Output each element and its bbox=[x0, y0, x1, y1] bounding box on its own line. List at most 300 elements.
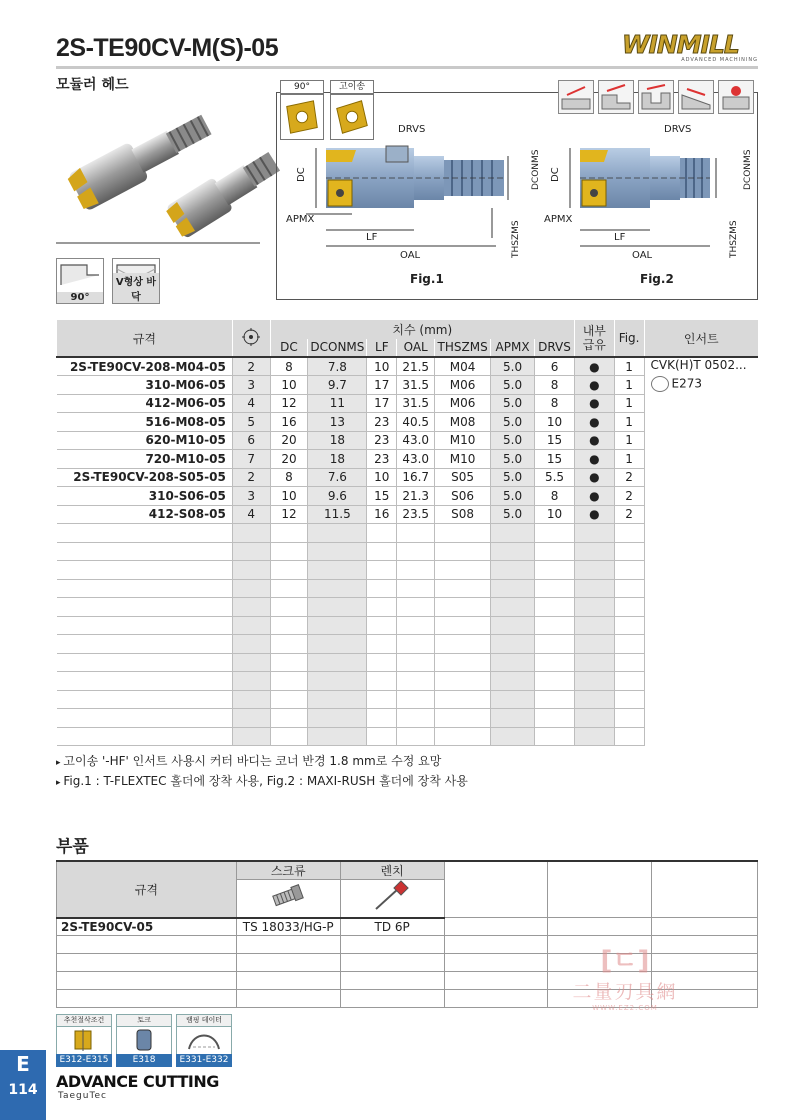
product-photo bbox=[60, 104, 258, 232]
spec-empty-cell bbox=[397, 542, 435, 561]
spec-empty-cell bbox=[232, 727, 270, 746]
insert-ref-page: E273 bbox=[671, 376, 703, 391]
spec-empty-cell bbox=[367, 598, 397, 617]
header-insert: 인서트 bbox=[644, 320, 758, 357]
watermark-logo-icon: [ㄷ] bbox=[600, 946, 650, 976]
apmx-cell: 5.0 bbox=[491, 468, 535, 487]
spec-empty-cell bbox=[574, 727, 614, 746]
model-code: 412-S08-05 bbox=[148, 507, 226, 522]
teeth-count-cell: 2 bbox=[232, 357, 270, 376]
fig1-label-oal: OAL bbox=[400, 250, 421, 261]
coolant-cell: ● bbox=[574, 431, 614, 450]
parts-cell bbox=[340, 954, 444, 972]
parts-cell bbox=[444, 918, 548, 936]
apmx-cell: 5.0 bbox=[491, 487, 535, 506]
spec-empty-cell bbox=[270, 653, 308, 672]
helical-icon bbox=[718, 80, 754, 114]
ramping-icon bbox=[678, 80, 714, 114]
spec-empty-cell bbox=[397, 672, 435, 691]
spec-empty-cell bbox=[535, 598, 575, 617]
spec-empty-cell bbox=[491, 727, 535, 746]
spec-empty-cell bbox=[308, 727, 367, 746]
parts-cell bbox=[444, 954, 548, 972]
spec-empty-cell bbox=[270, 635, 308, 654]
spec-empty-cell bbox=[614, 653, 644, 672]
section-letter: E bbox=[16, 1052, 30, 1076]
feature-90deg-label: 90° bbox=[57, 292, 103, 303]
spec-empty-cell bbox=[491, 653, 535, 672]
spec-empty-cell bbox=[232, 524, 270, 543]
oal-cell: 23.5 bbox=[397, 505, 435, 524]
teeth-count-cell: 6 bbox=[232, 431, 270, 450]
teeth-count-cell: 3 bbox=[232, 376, 270, 395]
watermark bbox=[560, 940, 690, 1020]
spec-empty-cell bbox=[57, 635, 233, 654]
spec-empty-cell bbox=[614, 542, 644, 561]
spec-empty-cell bbox=[491, 709, 535, 728]
coolant-cell: ● bbox=[574, 376, 614, 395]
fig-cell: 1 bbox=[614, 357, 644, 376]
spec-empty-cell bbox=[397, 598, 435, 617]
spec-empty-cell bbox=[535, 579, 575, 598]
spec-empty-cell bbox=[308, 524, 367, 543]
fig1-label-dconms: DCONMS bbox=[531, 149, 541, 190]
fig1-label-drvs: DRVS bbox=[398, 124, 426, 135]
spec-empty-cell bbox=[57, 709, 233, 728]
spec-empty-cell bbox=[614, 524, 644, 543]
spec-empty-cell bbox=[397, 616, 435, 635]
spec-empty-cell bbox=[57, 561, 233, 580]
spec-empty-cell bbox=[614, 579, 644, 598]
lf-cell: 23 bbox=[367, 413, 397, 432]
fig2-caption: Fig.2 bbox=[640, 272, 674, 286]
parts-cell bbox=[444, 990, 548, 1008]
spec-empty-cell bbox=[491, 598, 535, 617]
parts-cell bbox=[444, 936, 548, 954]
coolant-cell: ● bbox=[574, 357, 614, 376]
header-apmx: APMX bbox=[491, 339, 535, 358]
spec-empty-cell bbox=[491, 672, 535, 691]
model-code: 412-M06-05 bbox=[145, 396, 226, 411]
thszms-cell: M10 bbox=[435, 431, 491, 450]
teeth-count-cell: 2 bbox=[232, 468, 270, 487]
spec-empty-cell bbox=[574, 690, 614, 709]
wrench-icon bbox=[370, 881, 414, 913]
logo-subtext: ADVANCED MACHINING bbox=[681, 57, 758, 63]
parts-cell bbox=[652, 918, 758, 936]
spec-empty-cell bbox=[57, 524, 233, 543]
parts-cell bbox=[57, 936, 237, 954]
spec-model-cell bbox=[57, 468, 233, 487]
dc-cell: 8 bbox=[270, 357, 308, 376]
spec-empty-cell bbox=[57, 542, 233, 561]
drvs-cell: 8 bbox=[535, 394, 575, 413]
dc-cell: 16 bbox=[270, 413, 308, 432]
feature-v-bottom-label: V형상 바닥 bbox=[113, 273, 159, 303]
parts-header-empty-2 bbox=[548, 861, 652, 918]
brand-sub: TaeguTec bbox=[58, 1091, 107, 1101]
spec-empty-cell bbox=[435, 635, 491, 654]
spec-empty-cell bbox=[232, 709, 270, 728]
brand-logo: ADVANCE CUTTING bbox=[56, 1072, 219, 1091]
spec-empty-cell bbox=[574, 561, 614, 580]
apmx-cell: 5.0 bbox=[491, 376, 535, 395]
spec-empty-cell bbox=[574, 542, 614, 561]
spec-empty-cell bbox=[232, 635, 270, 654]
ref-cutting-conditions-page: E312-E315 bbox=[56, 1054, 112, 1067]
parts-title: 부품 bbox=[56, 837, 89, 857]
spec-empty-cell bbox=[232, 616, 270, 635]
ref-ramping-data-label: 램핑 데이터 bbox=[176, 1014, 232, 1026]
header-fig: Fig. bbox=[614, 320, 644, 357]
oal-cell: 31.5 bbox=[397, 394, 435, 413]
drvs-cell: 10 bbox=[535, 505, 575, 524]
subtitle: 모듈러 헤드 bbox=[56, 77, 129, 93]
spec-empty-cell bbox=[232, 598, 270, 617]
spec-empty-cell bbox=[397, 653, 435, 672]
fig-cell: 1 bbox=[614, 376, 644, 395]
face-milling-icon bbox=[558, 80, 594, 114]
model-code: 310-M06-05 bbox=[145, 377, 226, 392]
shoulder-milling-icon bbox=[598, 80, 634, 114]
spec-empty-cell bbox=[435, 653, 491, 672]
insert-tab-90: 90° bbox=[280, 80, 324, 94]
spec-empty-cell bbox=[614, 635, 644, 654]
parts-header-model: 규격 bbox=[57, 861, 237, 918]
fig1-label-apmx: APMX bbox=[286, 214, 315, 225]
spec-empty-cell bbox=[232, 653, 270, 672]
oal-cell: 43.0 bbox=[397, 450, 435, 469]
spec-empty-cell bbox=[397, 635, 435, 654]
model-code: 208-S05-05 bbox=[148, 470, 226, 485]
spec-empty-cell bbox=[308, 542, 367, 561]
header-model: 규격 bbox=[57, 320, 233, 357]
spec-empty-cell bbox=[308, 579, 367, 598]
feature-v-bottom bbox=[112, 258, 160, 304]
parts-header-screw: 스크류 bbox=[236, 861, 340, 880]
fig2-drawing bbox=[540, 118, 754, 268]
parts-header-wrench: 렌치 bbox=[340, 861, 444, 880]
ramping-data-icon bbox=[176, 1026, 232, 1054]
fig-cell: 1 bbox=[614, 394, 644, 413]
spec-empty-cell bbox=[435, 690, 491, 709]
header-dconms: DCONMS bbox=[308, 339, 367, 358]
ref-cutting-conditions-label: 추천절삭조건 bbox=[56, 1014, 112, 1026]
header-oal: OAL bbox=[397, 339, 435, 358]
parts-row bbox=[57, 918, 758, 936]
spec-empty-cell bbox=[367, 653, 397, 672]
fig1-caption: Fig.1 bbox=[410, 272, 444, 286]
apmx-cell: 5.0 bbox=[491, 357, 535, 376]
parts-cell bbox=[236, 936, 340, 954]
ref-ramping-data-page: E331-E332 bbox=[176, 1054, 232, 1067]
spec-empty-cell bbox=[270, 672, 308, 691]
insert-tab-high-feed: 고이송 bbox=[330, 80, 374, 94]
spec-empty-cell bbox=[435, 616, 491, 635]
spec-empty-cell bbox=[57, 727, 233, 746]
fig-cell: 1 bbox=[614, 413, 644, 432]
feature-90deg bbox=[56, 258, 104, 304]
spec-empty-cell bbox=[270, 579, 308, 598]
spec-empty-cell bbox=[57, 690, 233, 709]
spec-empty-cell bbox=[435, 727, 491, 746]
spec-empty-cell bbox=[614, 598, 644, 617]
spec-model-cell bbox=[57, 450, 233, 469]
thszms-cell: M10 bbox=[435, 450, 491, 469]
torque-icon bbox=[116, 1026, 172, 1054]
winmill-logo bbox=[622, 30, 762, 64]
dconms-cell: 9.7 bbox=[308, 376, 367, 395]
dc-cell: 12 bbox=[270, 394, 308, 413]
page-number: 114 bbox=[8, 1082, 38, 1098]
apmx-cell: 5.0 bbox=[491, 431, 535, 450]
thszms-cell: M06 bbox=[435, 376, 491, 395]
spec-empty-cell bbox=[574, 709, 614, 728]
teeth-count-cell: 4 bbox=[232, 505, 270, 524]
parts-model-cell: 2S-TE90CV-05 bbox=[57, 918, 237, 936]
parts-cell bbox=[340, 972, 444, 990]
spec-empty-cell bbox=[57, 653, 233, 672]
model-code: 620-M10-05 bbox=[145, 433, 226, 448]
fig-cell: 2 bbox=[614, 505, 644, 524]
drvs-cell: 5.5 bbox=[535, 468, 575, 487]
spec-empty-cell bbox=[367, 635, 397, 654]
spec-empty-cell bbox=[535, 672, 575, 691]
spec-empty-cell bbox=[574, 672, 614, 691]
spec-empty-cell bbox=[535, 542, 575, 561]
model-code: 208-M04-05 bbox=[145, 359, 226, 374]
lf-cell: 17 bbox=[367, 394, 397, 413]
fig1-label-thszms: THSZMS bbox=[511, 220, 521, 258]
dc-cell: 20 bbox=[270, 431, 308, 450]
ref-torque-page: E318 bbox=[116, 1054, 172, 1067]
spec-empty-cell bbox=[270, 561, 308, 580]
fig2-label-drvs: DRVS bbox=[664, 124, 692, 135]
watermark-url: WWW.EZ2.COM bbox=[592, 1004, 658, 1012]
spec-model-cell bbox=[57, 376, 233, 395]
lf-cell: 17 bbox=[367, 376, 397, 395]
spec-empty-cell bbox=[535, 690, 575, 709]
spec-empty-cell bbox=[574, 579, 614, 598]
spec-empty-cell bbox=[270, 709, 308, 728]
fig-cell: 1 bbox=[614, 450, 644, 469]
coolant-cell: ● bbox=[574, 468, 614, 487]
ref-torque[interactable] bbox=[116, 1014, 172, 1067]
spec-empty-cell bbox=[435, 672, 491, 691]
header-thszms: THSZMS bbox=[435, 339, 491, 358]
screw-icon bbox=[268, 883, 308, 911]
page-title: 2S-TE90CV-M(S)-05 bbox=[56, 34, 279, 62]
spec-empty-cell bbox=[270, 598, 308, 617]
drvs-cell: 10 bbox=[535, 413, 575, 432]
teeth-count-cell: 5 bbox=[232, 413, 270, 432]
lf-cell: 23 bbox=[367, 450, 397, 469]
header-dimensions: 치수 (mm) bbox=[270, 320, 574, 339]
spec-empty-cell bbox=[367, 616, 397, 635]
parts-cell bbox=[57, 990, 237, 1008]
spec-empty-cell bbox=[308, 635, 367, 654]
spec-empty-cell bbox=[270, 727, 308, 746]
drvs-cell: 15 bbox=[535, 431, 575, 450]
oal-cell: 31.5 bbox=[397, 376, 435, 395]
model-code: 310-S06-05 bbox=[148, 488, 226, 503]
spec-model-cell bbox=[57, 413, 233, 432]
spec-empty-cell bbox=[367, 709, 397, 728]
spec-empty-cell bbox=[232, 561, 270, 580]
photo-rule bbox=[56, 242, 260, 244]
insert-ref-link[interactable] bbox=[651, 376, 756, 392]
insert-cell bbox=[644, 357, 758, 746]
spec-empty-cell bbox=[397, 727, 435, 746]
model-code: 720-M10-05 bbox=[145, 451, 226, 466]
spec-empty-cell bbox=[574, 524, 614, 543]
spec-empty-cell bbox=[574, 598, 614, 617]
spec-empty-cell bbox=[574, 653, 614, 672]
parts-cell bbox=[236, 990, 340, 1008]
dconms-cell: 9.6 bbox=[308, 487, 367, 506]
magnifier-icon bbox=[651, 376, 669, 392]
spec-empty-cell bbox=[435, 579, 491, 598]
lf-cell: 10 bbox=[367, 357, 397, 376]
spec-empty-cell bbox=[397, 709, 435, 728]
spec-empty-cell bbox=[614, 561, 644, 580]
spec-empty-cell bbox=[270, 542, 308, 561]
spec-model-cell bbox=[57, 394, 233, 413]
spec-empty-cell bbox=[367, 727, 397, 746]
spec-model-cell bbox=[57, 505, 233, 524]
spec-empty-cell bbox=[614, 616, 644, 635]
dconms-cell: 11.5 bbox=[308, 505, 367, 524]
fig2-label-thszms: THSZMS bbox=[729, 220, 739, 258]
spec-empty-cell bbox=[367, 690, 397, 709]
header-coolant: 내부 급유 bbox=[574, 320, 614, 357]
thszms-cell: S05 bbox=[435, 468, 491, 487]
spec-empty-cell bbox=[308, 561, 367, 580]
spec-empty-cell bbox=[435, 598, 491, 617]
oal-cell: 16.7 bbox=[397, 468, 435, 487]
dconms-cell: 18 bbox=[308, 450, 367, 469]
spec-empty-cell bbox=[435, 561, 491, 580]
lf-cell: 16 bbox=[367, 505, 397, 524]
oal-cell: 40.5 bbox=[397, 413, 435, 432]
spec-empty-cell bbox=[491, 690, 535, 709]
spec-empty-cell bbox=[491, 635, 535, 654]
spec-empty-cell bbox=[491, 542, 535, 561]
dc-cell: 8 bbox=[270, 468, 308, 487]
teeth-count-cell: 3 bbox=[232, 487, 270, 506]
logo-text: WINMILL bbox=[622, 30, 739, 59]
spec-empty-cell bbox=[270, 524, 308, 543]
apmx-cell: 5.0 bbox=[491, 394, 535, 413]
fig2-label-dc: DC bbox=[550, 167, 561, 182]
header-teeth-icon-cell bbox=[232, 320, 270, 357]
spec-empty-cell bbox=[435, 709, 491, 728]
parts-cell bbox=[444, 972, 548, 990]
coolant-cell: ● bbox=[574, 450, 614, 469]
spec-empty-cell bbox=[491, 616, 535, 635]
dconms-cell: 11 bbox=[308, 394, 367, 413]
spec-empty-cell bbox=[308, 616, 367, 635]
parts-screw-cell: TS 18033/HG-P bbox=[236, 918, 340, 936]
parts-header-empty-1 bbox=[444, 861, 548, 918]
parts-cell bbox=[57, 954, 237, 972]
header-drvs: DRVS bbox=[535, 339, 575, 358]
spec-empty-cell bbox=[491, 579, 535, 598]
coolant-cell: ● bbox=[574, 505, 614, 524]
spec-empty-cell bbox=[491, 524, 535, 543]
fig-cell: 2 bbox=[614, 487, 644, 506]
section-tab bbox=[0, 1050, 46, 1120]
spec-empty-cell bbox=[308, 598, 367, 617]
dconms-cell: 18 bbox=[308, 431, 367, 450]
ref-torque-label: 토크 bbox=[116, 1014, 172, 1026]
thszms-cell: S06 bbox=[435, 487, 491, 506]
spec-empty-cell bbox=[270, 690, 308, 709]
lf-cell: 15 bbox=[367, 487, 397, 506]
ref-cutting-conditions[interactable] bbox=[56, 1014, 112, 1067]
apmx-cell: 5.0 bbox=[491, 450, 535, 469]
fig1-label-lf: LF bbox=[366, 232, 378, 243]
teeth-count-cell: 4 bbox=[232, 394, 270, 413]
dconms-cell: 13 bbox=[308, 413, 367, 432]
model-prefix: 2S-TE90CV- bbox=[73, 470, 149, 485]
watermark-text: 二量刃具網 bbox=[572, 981, 678, 1003]
model-code: 516-M08-05 bbox=[145, 414, 226, 429]
spec-empty-cell bbox=[308, 690, 367, 709]
parts-cell bbox=[340, 936, 444, 954]
spec-empty-cell bbox=[535, 727, 575, 746]
spec-table bbox=[56, 320, 758, 746]
apmx-cell: 5.0 bbox=[491, 413, 535, 432]
coolant-cell: ● bbox=[574, 487, 614, 506]
spec-empty-cell bbox=[614, 727, 644, 746]
cutting-conditions-icon bbox=[56, 1026, 112, 1054]
parts-header-empty-3 bbox=[652, 861, 758, 918]
spec-empty-cell bbox=[57, 598, 233, 617]
thszms-cell: M08 bbox=[435, 413, 491, 432]
spec-empty-cell bbox=[535, 561, 575, 580]
spec-empty-cell bbox=[397, 690, 435, 709]
operation-icons bbox=[558, 80, 758, 120]
parts-cell bbox=[236, 954, 340, 972]
dconms-cell: 7.8 bbox=[308, 357, 367, 376]
parts-wrench-cell: TD 6P bbox=[340, 918, 444, 936]
drvs-cell: 8 bbox=[535, 487, 575, 506]
drvs-cell: 8 bbox=[535, 376, 575, 395]
spec-empty-cell bbox=[614, 709, 644, 728]
spec-empty-cell bbox=[574, 635, 614, 654]
90deg-shoulder-icon bbox=[57, 259, 103, 289]
thszms-cell: S08 bbox=[435, 505, 491, 524]
parts-cell bbox=[548, 918, 652, 936]
fig2-label-oal: OAL bbox=[632, 250, 653, 261]
spec-empty-cell bbox=[57, 672, 233, 691]
spec-empty-cell bbox=[57, 616, 233, 635]
fig-cell: 1 bbox=[614, 431, 644, 450]
oal-cell: 43.0 bbox=[397, 431, 435, 450]
spec-empty-cell bbox=[397, 579, 435, 598]
title-rule bbox=[56, 66, 758, 69]
parts-cell bbox=[340, 990, 444, 1008]
parts-cell bbox=[236, 972, 340, 990]
spec-empty-cell bbox=[535, 653, 575, 672]
note-2: ▸ Fig.1 : T-FLEXTEC 홀더에 장착 사용, Fig.2 : MAXI-RUSH 홀더에 장착 사용 bbox=[56, 772, 468, 792]
ref-ramping-data[interactable] bbox=[176, 1014, 232, 1067]
spec-empty-cell bbox=[367, 579, 397, 598]
fig1-label-dc: DC bbox=[296, 167, 307, 182]
spec-empty-cell bbox=[535, 635, 575, 654]
spec-empty-cell bbox=[535, 616, 575, 635]
